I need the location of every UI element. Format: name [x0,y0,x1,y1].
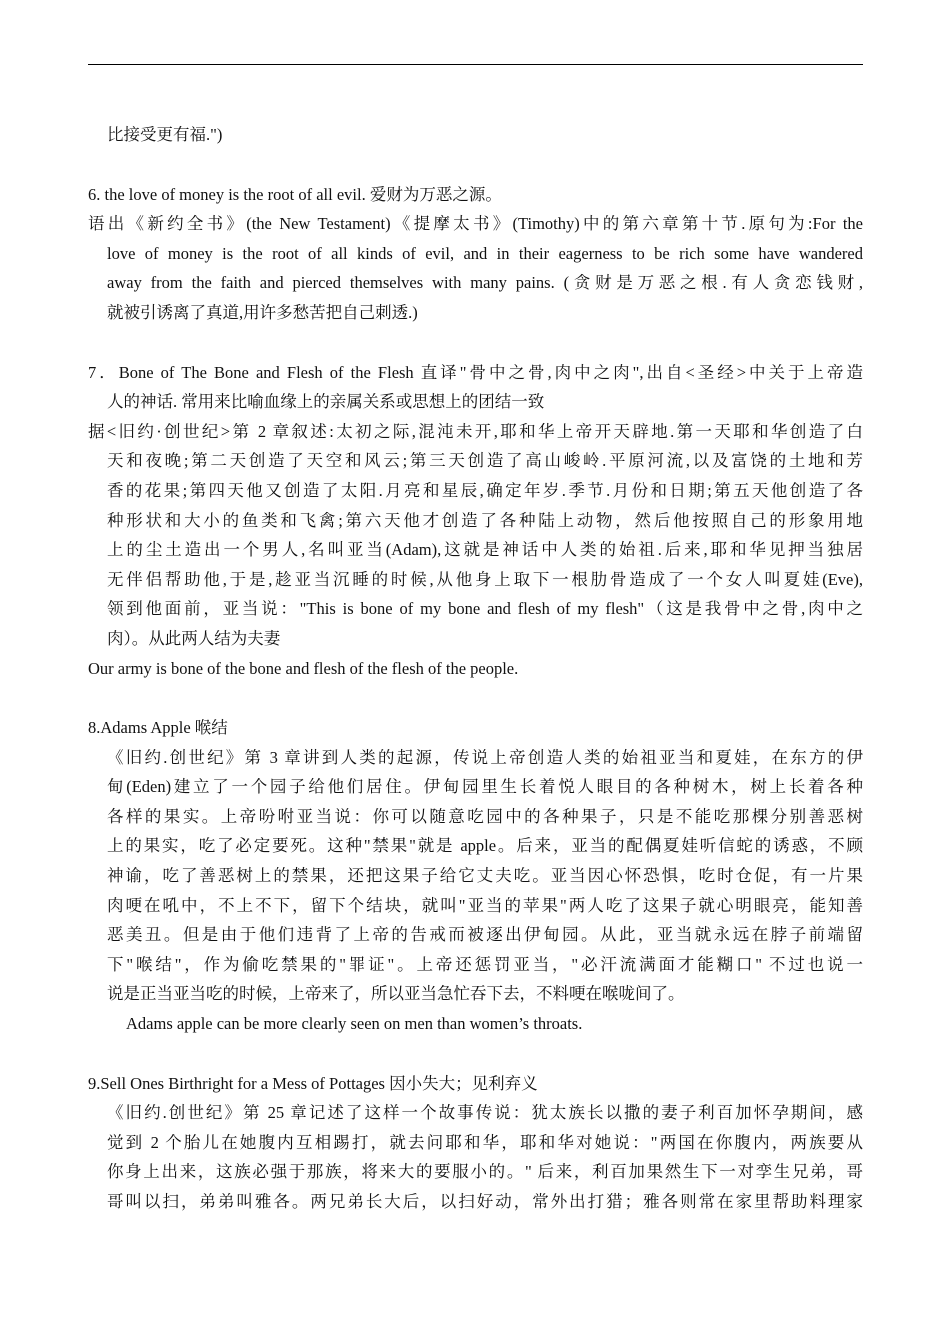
header-rule [88,64,863,65]
text-line: 甸(Eden)建立了一个园子给他们居住。伊甸园里生长着悦人眼目的各种树木，树上长着各种 [107,777,863,797]
text-line: 上的尘土造出一个男人,名叫亚当(Adam),这就是神话中人类的始祖.后来,耶和华见押当独居 [107,540,863,560]
text-line: 无伴侣帮助他,于是,趁亚当沉睡的时候,从他身上取下一根肋骨造成了一个女人叫夏娃(Eve), [107,569,863,589]
text-line: 种形状和大小的鱼类和飞禽;第六天他才创造了各种陆上动物，然后他按照自己的形象用地 [107,510,863,530]
text-line: 就被引诱离了真道,用许多愁苦把自己刺透.) [107,302,418,322]
text-line: Our army is bone of the bone and flesh of the flesh of the people. [88,658,519,678]
section-3 [88,358,863,684]
text-line: 9.Sell Ones Birthright for a Mess of Pottages 因小失大；见利弃义 [88,1073,538,1093]
text-line: 人的神话. 常用来比喻血缘上的亲属关系或思想上的团结一致 [107,392,545,412]
text-line: 上的果实，吃了必定要死。这种"禁果"就是 apple。后来，亚当的配偶夏娃听信蛇的诱惑，不顾 [107,836,863,856]
section-2 [88,180,863,328]
section-5 [88,1069,863,1217]
text-line: 7．Bone of The Bone and Flesh of the Flesh 直译"骨中之骨,肉中之肉",出自<圣经>中关于上帝造 [88,362,863,382]
text-line: 6. the love of money is the root of all evil. 爱财为万恶之源。 [88,184,502,204]
text-line: love of money is the root of all kinds of evil, and in their eagerness to be rich some have wandered [107,243,863,263]
section-1 [88,120,863,150]
text-line: 天和夜晚;第二天创造了天空和风云;第三天创造了高山峻岭.平原河流,以及富饶的土地和芳 [107,451,863,471]
text-line: 恶美丑。但是由于他们违背了上帝的告戒而被逐出伊甸园。从此，亚当就永远在脖子前端留 [107,925,863,945]
text-line: 肉）。从此两人结为夫妻 [107,628,281,648]
text-line: 说是正当亚当吃的时候，上帝来了，所以亚当急忙吞下去，不料哽在喉咙间了。 [107,984,685,1004]
text-line: 下"喉结"，作为偷吃禁果的"罪证"。上帝还惩罚亚当，"必汗流满面才能糊口" 不过也说一 [107,954,863,974]
text-line: Adams apple can be more clearly seen on men than women’s throats. [126,1014,583,1034]
text-line: 语出《新约全书》(the New Testament)《提摩太书》(Timothy)中的第六章第十节.原句为:For the [88,214,863,234]
text-line: 《旧约.创世纪》第 3 章讲到人类的起源，传说上帝创造人类的始祖亚当和夏娃，在东方的伊 [107,747,863,767]
text-line: 据<旧约·创世纪>第 2 章叙述:太初之际,混沌未开,耶和华上帝开天辟地.第一天耶和华创造了白 [88,421,863,441]
text-line: 觉到 2 个胎儿在她腹内互相踢打，就去问耶和华，耶和华对她说："两国在你腹内，两族要从 [107,1132,863,1152]
text-line: 你身上出来，这族必强于那族，将来大的要服小的。" 后来，利百加果然生下一对孪生兄弟，哥 [107,1162,863,1182]
document-body [88,120,863,1247]
text-line: 香的花果;第四天他又创造了太阳.月亮和星辰,确定年岁.季节.月份和日期;第五天他创造了各 [107,480,863,500]
text-line: 哥叫以扫，弟弟叫雅各。两兄弟长大后，以扫好动，常外出打猎；雅各则常在家里帮助料理家 [107,1192,863,1211]
section-4 [88,713,863,1039]
text-line: away from the faith and pierced themselves with many pains. (贪财是万恶之根.有人贪恋钱财, [107,273,863,293]
text-line: 各样的果实。上帝吩咐亚当说：你可以随意吃园中的各种果子，只是不能吃那棵分别善恶树 [107,806,863,826]
text-line: 比接受更有福.") [107,125,223,144]
text-line: 8.Adams Apple 喉结 [88,718,228,738]
text-line: 神谕，吃了善恶树上的禁果，还把这果子给它丈夫吃。亚当因心怀恐惧，吃时仓促，有一片果 [107,866,863,886]
text-line: 领到他面前，亚当说："This is bone of my bone and flesh of my flesh"（这是我骨中之骨,肉中之 [107,599,863,619]
text-line: 《旧约.创世纪》第 25 章记述了这样一个故事传说：犹太族长以撒的妻子利百加怀孕期间，感 [107,1103,863,1123]
text-line: 肉哽在吼中，不上不下，留下个结块，就叫"亚当的苹果"两人吃了这果子就心明眼亮，能知善 [107,895,863,915]
